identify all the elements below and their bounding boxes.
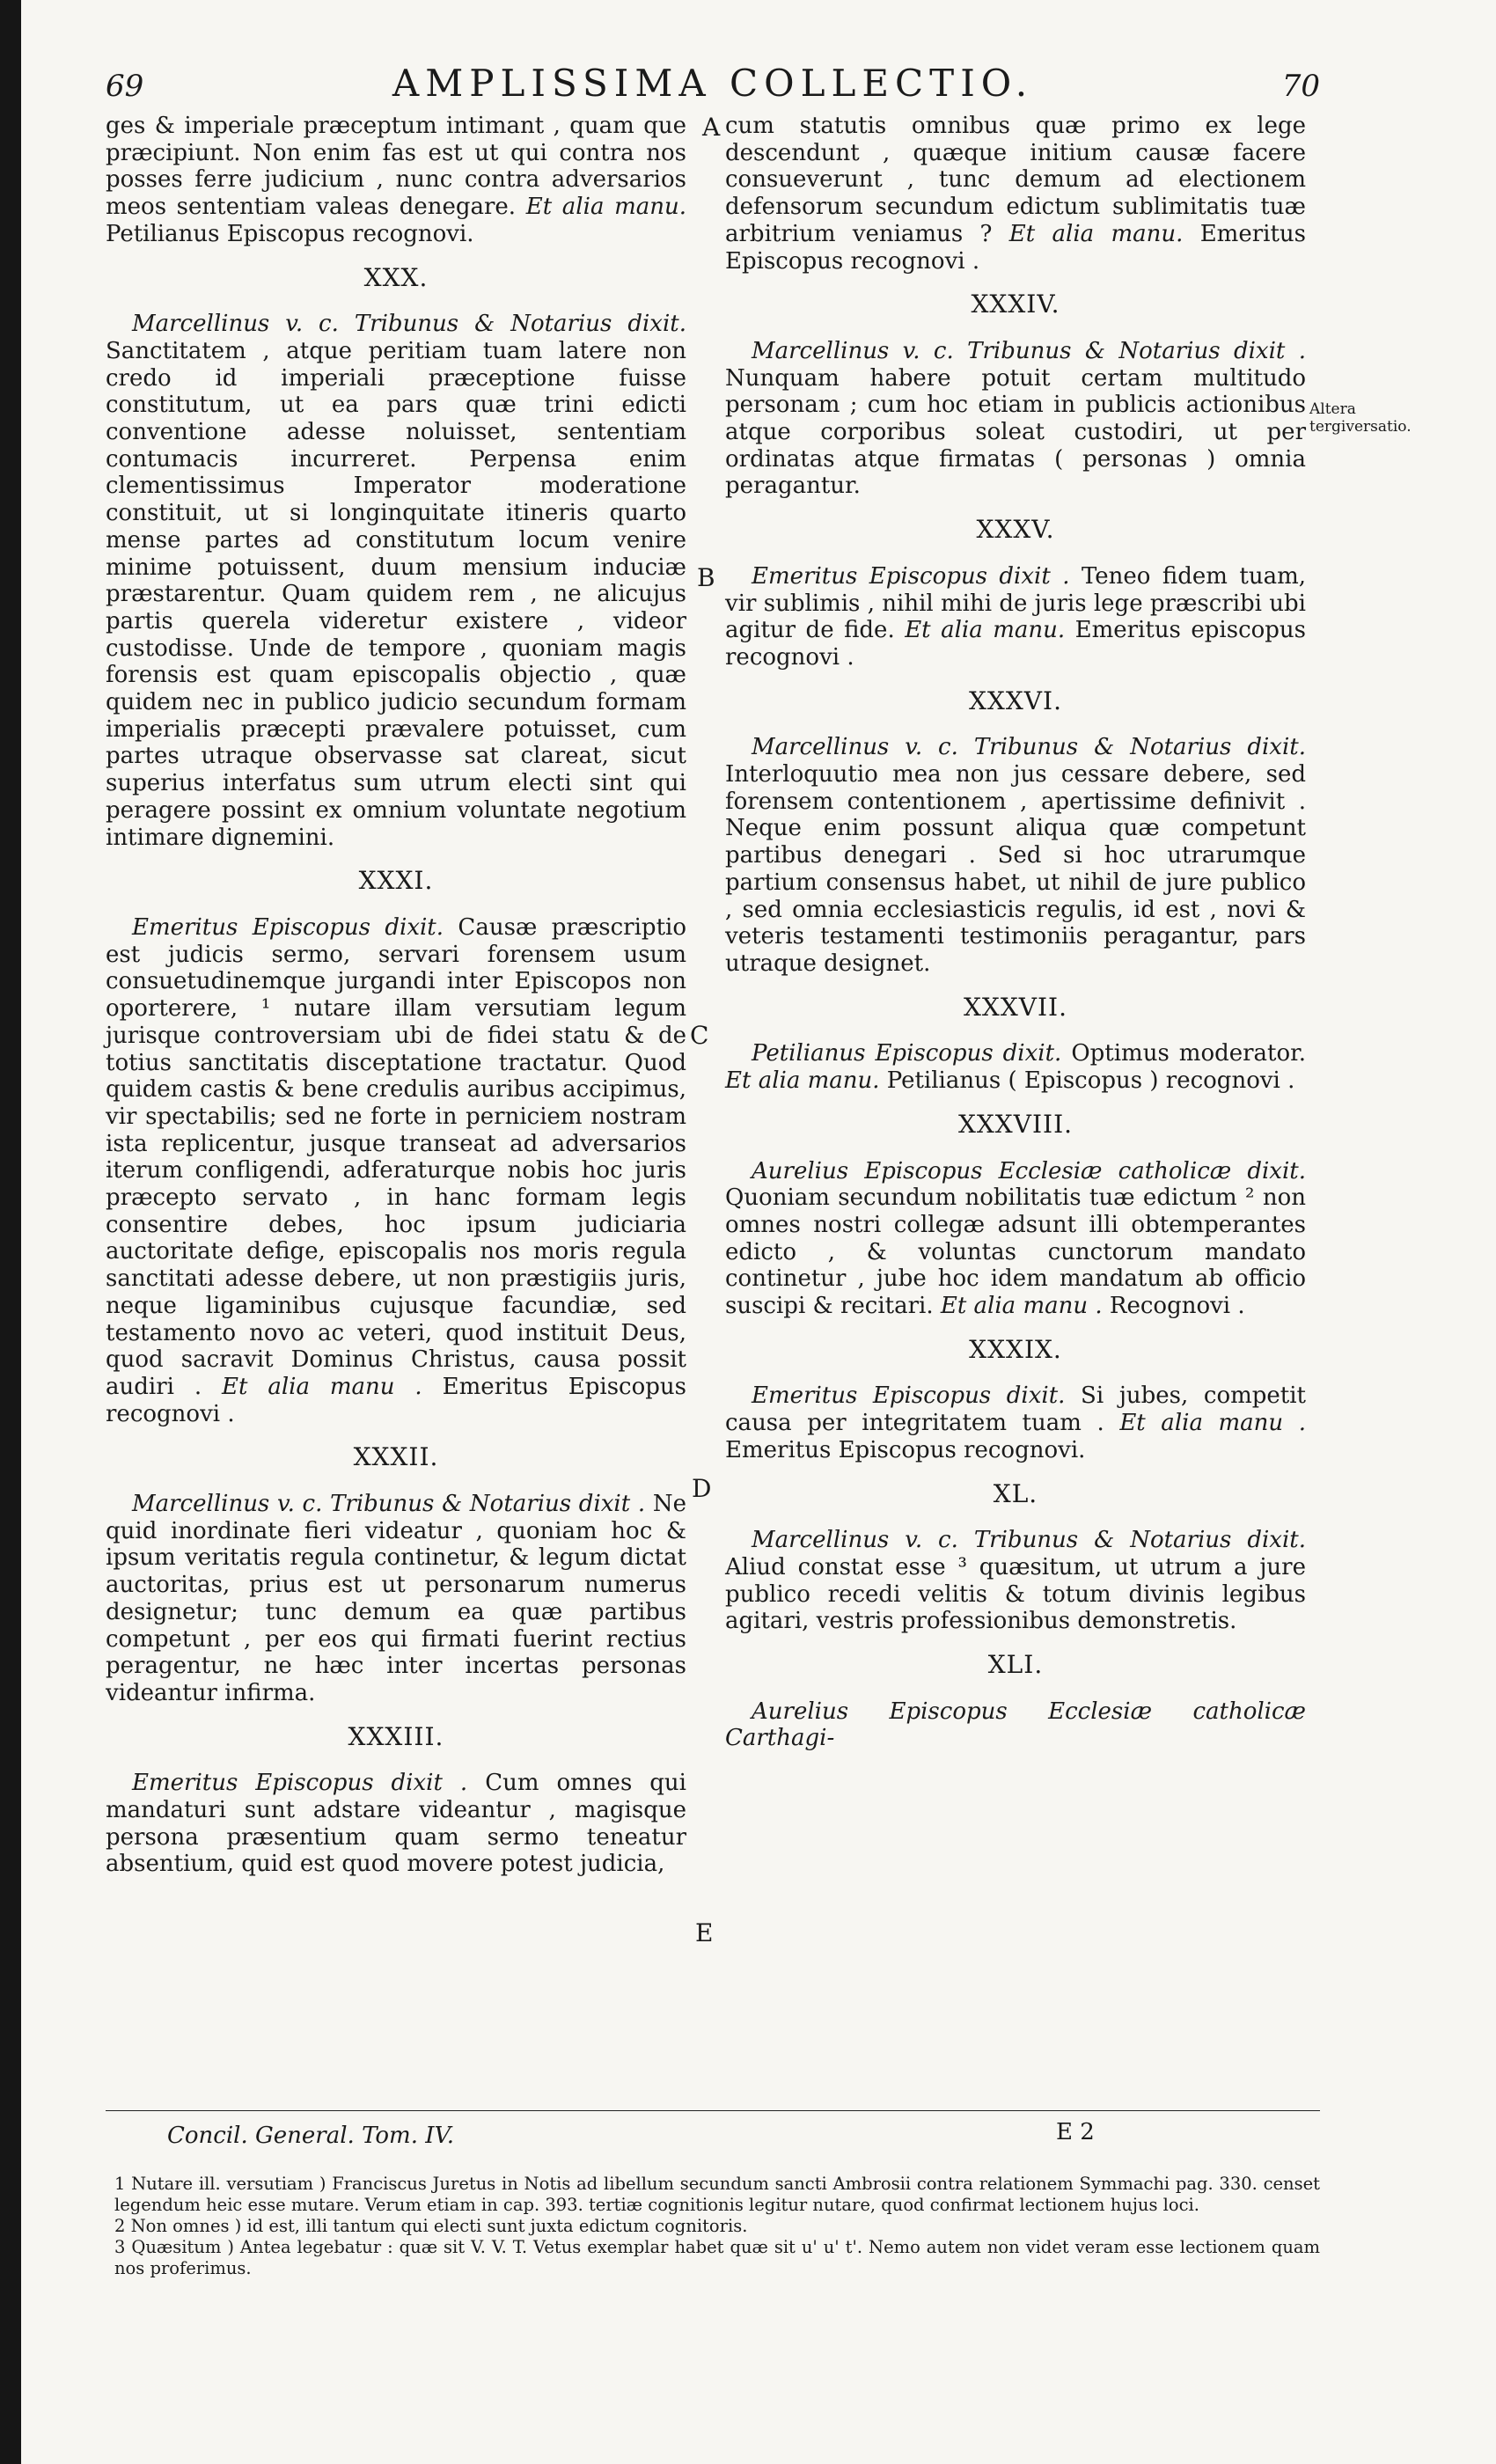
- paragraph: Aurelius Episcopus Ecclesiæ catholicæ dixit. Quoniam secundum nobilitatis tuæ edictum ² non omnes nostri collegæ adsunt illi obtemperantes edicto , & voluntas cunctorum mandato continetur , jube hoc idem mandatum ab officio suscipi & recitari. Et alia manu . Recognovi .: [725, 1157, 1306, 1320]
- section-heading: XLI.: [987, 1650, 1044, 1680]
- paragraph: Emeritus Episcopus dixit. Causæ præscriptio est judicis sermo, servari forensem usum consuetudinemque jurgandi inter Episcopos non oporterere, ¹ nutare illam versutiam legum jurisque controversiam ubi de fidei statu & de totius sanctitatis disceptatione tractatur. Quod quidem castis & bene credulis auribus accipimus, vir spectabilis; sed ne forte in perniciem nostram ista replicentur, jusque transeat ad adversarios iterum confligendi, adferaturque nobis hoc juris præcepto servato , in hanc formam legis consentire debes, hoc ipsum judiciaria auctoritate defige, episcopalis nos moris regula sanctitati adesse debere, ut non præstigiis juris, neque ligaminibus cujusque facundiæ, sed testamento novo ac veteri, quod instituit Deus, quod sacravit Dominus Christus, causa possit audiri . Et alia manu . Emeritus Episcopus recognovi .: [106, 913, 687, 1427]
- section-heading: XXXIX.: [969, 1334, 1062, 1364]
- paragraph: Aurelius Episcopus Ecclesiæ catholicæ Carthagi-: [725, 1698, 1306, 1752]
- paragraph: cum statutis omnibus quæ primo ex lege descendunt , quæque initium causæ facere consueverunt , tunc demum ad electionem defensorum secundum edictum sublimitatis tuæ arbitrium veniamus ? Et alia manu. Emeritus Episcopus recognovi .: [725, 113, 1306, 275]
- paragraph: Marcellinus v. c. Tribunus & Notarius dixit . Ne quid inordinate fieri videatur , quoniam hoc & ipsum veritatis regula continetur, & legum dictat auctoritas, prius est ut personarum numerus designetur; tunc demum ea quæ partibus competunt , per eos qui firmati fuerint rectius peragentur, ne hæc inter incertas personas videantur infirma.: [106, 1491, 686, 1706]
- section-heading: XXXV.: [976, 515, 1055, 545]
- section-heading: XL.: [993, 1478, 1038, 1508]
- paragraph: ges & imperiale præceptum intimant , quam que præcipiunt. Non enim fas est ut qui contra nos posses ferre judicium , nunc contra adversarios meos sententiam valeas denegare. Et alia manu. Petilianus Episcopus recognovi.: [106, 113, 686, 247]
- section-heading: XXXIII.: [348, 1721, 444, 1751]
- section-heading: XXXVI.: [969, 686, 1062, 715]
- paragraph: Emeritus Episcopus dixit . Teneo fidem tuam, vir sublimis , nihil mihi de juris lege præscribi ubi agitur de fide. Et alia manu. Emeritus episcopus recognovi .: [725, 562, 1307, 671]
- footnote: 2 Non omnes ) id est, illi tantum qui electi sunt juxta edictum cognitoris.: [114, 2216, 748, 2236]
- paragraph: Marcellinus v. c. Tribunus & Notarius dixit . Nunquam habere potuit certam multitudo personam ; cum hoc etiam in publicis actionibus atque corporibus soleat custodiri, ut per ordinatas atque firmatas ( personas ) omnia peragantur.: [725, 337, 1306, 500]
- section-heading: XXXII.: [353, 1442, 439, 1472]
- page-number-left: 69: [106, 69, 144, 104]
- paragraph: Petilianus Episcopus dixit. Optimus moderator. Et alia manu. Petilianus ( Episcopus ) recognovi .: [725, 1040, 1306, 1095]
- footnote: 3 Quæsitum ) Antea legebatur : quæ sit V. V. T. Vetus exemplar habet quæ sit u' u' t'. Nemo autem non videt veram esse lectionem quam nos proferimus.: [114, 2237, 1320, 2278]
- margin-letter-c: C: [690, 1021, 709, 1050]
- margin-letter-d: D: [692, 1474, 712, 1503]
- section-heading: XXXI.: [358, 866, 434, 896]
- running-header: [106, 62, 1320, 114]
- section-heading: XXXVIII.: [957, 1109, 1074, 1139]
- section-heading: XXXVII.: [963, 992, 1068, 1022]
- paragraph: Marcellinus v. c. Tribunus & Notarius dixit. Sanctitatem , atque peritiam tuam latere non credo id imperiali præceptione fuisse constitutum, ut ea pars quæ trini edicti conventione adesse noluisset, sententiam contumacis incurreret. Perpensa enim clementissimus Imperator moderatione constituit, ut si longinquitate itineris quarto mense partes ad constitutum locum venire minime potuissent, duum mensium induciæ præstarentur. Quam quidem rem , ne alicujus partis querela videretur existere , videor custodisse. Unde de tempore , quoniam magis forensis est quam episcopalis objectio , quæ quidem nec in publico judicio secundum formam imperialis præcepti prævalere potuisset, cum partes utraque observasse sat clareat, sicut superius interfatus sum utrum electi sint qui peragere possint ex omnium voluntate negotium intimare dignemini.: [106, 311, 686, 851]
- margin-note: Altera tergiversatio.: [1309, 400, 1412, 436]
- margin-letter-e: E: [695, 1918, 714, 1947]
- left-column: [106, 113, 686, 1878]
- running-title: AMPLISSIMA COLLECTIO.: [392, 62, 1034, 105]
- footnotes: [114, 2174, 1320, 2279]
- footnote-rule: [106, 2110, 1320, 2111]
- right-column: [725, 113, 1306, 1771]
- section-heading: XXXIV.: [971, 290, 1060, 319]
- paragraph: Marcellinus v. c. Tribunus & Notarius dixit. Interloquutio mea non jus cessare debere, sed forensem contentionem , apertissime definivit . Neque enim possunt aliqua quæ competunt partibus denegari . Sed si hoc utrarumque partium consensus habet, ut nihil de jure publico , sed omnia ecclesiasticis regulis, id est , novi & veteris testamenti testimoniis peragantur, pars utraque designet.: [725, 734, 1306, 977]
- section-heading: XXX.: [363, 262, 429, 292]
- paragraph: Marcellinus v. c. Tribunus & Notarius dixit. Aliud constat esse ³ quæsitum, ut utrum a jure publico recedi velitis & totum divinis legibus agitari, vestris professionibus demonstretis.: [725, 1527, 1306, 1635]
- margin-letter-b: B: [697, 563, 715, 592]
- paragraph: Emeritus Episcopus dixit. Si jubes, competit causa per integritatem tuam . Et alia manu . Emeritus Episcopus recognovi.: [725, 1382, 1306, 1463]
- page-edge-shadow: [0, 0, 21, 2464]
- footnote: 1 Nutare ill. versutiam ) Franciscus Juretus in Notis ad libellum secundum sancti Ambrosii contra relationem Symmachi pag. 330. censet legendum heic esse mutare. Verum etiam in cap. 393. tertiæ cognitionis legitur nutare, quod confirmat lectionem hujus loci.: [114, 2174, 1320, 2215]
- margin-letter-a: A: [702, 113, 721, 142]
- page-number-right: 70: [1281, 69, 1320, 104]
- signature-left: Concil. General. Tom. IV.: [167, 2123, 455, 2149]
- paragraph: Emeritus Episcopus dixit . Cum omnes qui mandaturi sunt adstare videantur , magisque persona præsentium quam sermo teneatur absentium, quid est quod movere potest judicia,: [106, 1770, 686, 1878]
- signature-right: E 2: [1056, 2119, 1095, 2145]
